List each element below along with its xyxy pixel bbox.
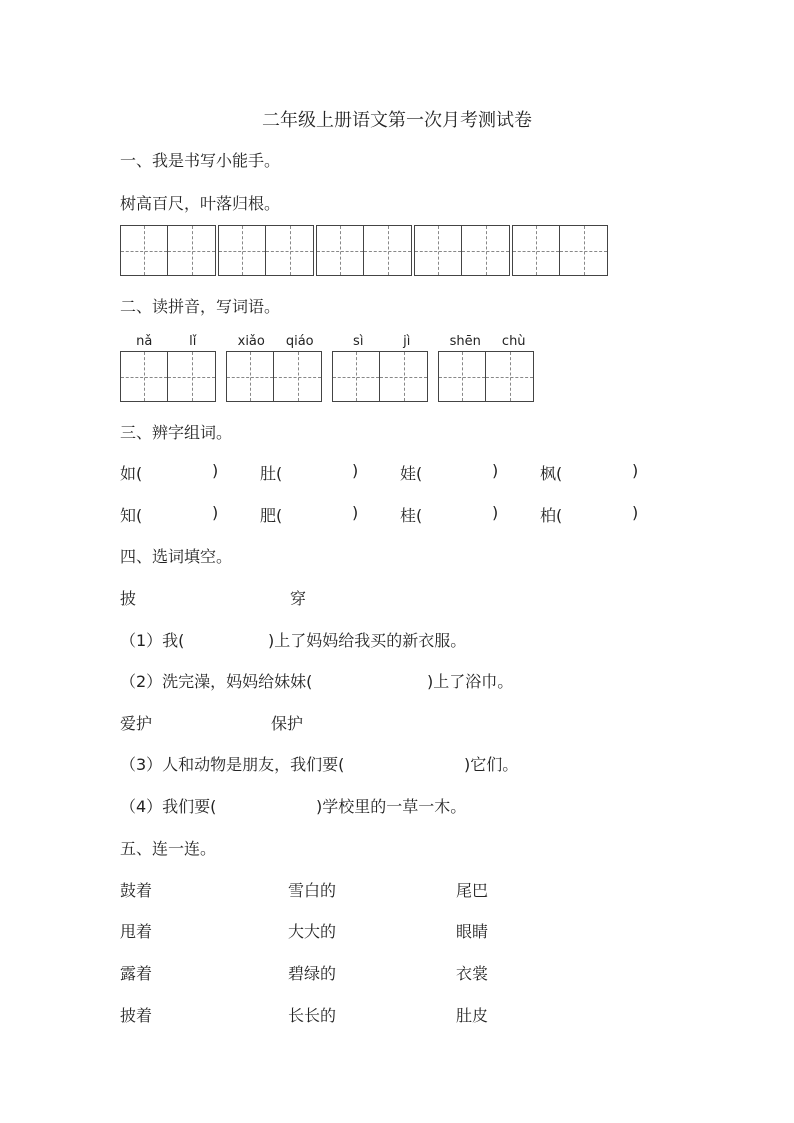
word-item: 肥( (260, 506, 283, 525)
writing-cell[interactable] (121, 226, 168, 275)
pinyin-label: shēn (449, 334, 481, 349)
pinyin-box-group (332, 351, 428, 402)
writing-cell[interactable] (317, 226, 364, 275)
question-2-start: （2）洗完澡，妈妈给妹妹( (120, 672, 313, 691)
word-item: 知( (120, 506, 143, 525)
word-item: 柏( (540, 506, 563, 525)
writing-cell[interactable] (560, 226, 607, 275)
pinyin-box-group (120, 351, 216, 402)
word-item: 枫( (540, 464, 563, 483)
pinyin-box-group (438, 351, 534, 402)
pinyin-cell[interactable] (380, 352, 427, 401)
match-noun[interactable]: 眼睛 (456, 922, 489, 941)
writing-cell[interactable] (168, 226, 215, 275)
choice-word: 穿 (290, 589, 307, 608)
writing-cell[interactable] (513, 226, 560, 275)
question-2-end: )上了浴巾。 (427, 672, 514, 691)
choice-word: 爱护 (120, 714, 153, 733)
word-item-close: ) (352, 503, 359, 522)
pinyin-cell[interactable] (168, 352, 215, 401)
match-verb[interactable]: 披着 (120, 1006, 153, 1025)
word-item-close: ) (352, 461, 359, 480)
section4-heading: 四、选词填空。 (120, 547, 233, 566)
section1-heading: 一、我是书写小能手。 (120, 151, 281, 170)
pinyin-label: chù (501, 334, 526, 349)
match-verb[interactable]: 鼓着 (120, 881, 153, 900)
writing-cell[interactable] (364, 226, 411, 275)
question-3-start: （3）人和动物是朋友，我们要( (120, 755, 345, 774)
writing-cell[interactable] (219, 226, 266, 275)
word-item-close: ) (212, 503, 219, 522)
question-1-end: )上了妈妈给我买的新衣服。 (268, 631, 467, 650)
word-item: 桂( (400, 506, 423, 525)
page-title: 二年级上册语文第一次月考测试卷 (262, 110, 532, 131)
writing-cell[interactable] (415, 226, 462, 275)
match-adjective[interactable]: 大大的 (288, 922, 337, 941)
question-4-start: （4）我们要( (120, 797, 217, 816)
question-1-start: （1）我( (120, 631, 185, 650)
match-adjective[interactable]: 碧绿的 (288, 964, 337, 983)
match-noun[interactable]: 肚皮 (456, 1006, 489, 1025)
word-item-close: ) (632, 461, 639, 480)
choice-word: 保护 (271, 714, 304, 733)
word-item: 肚( (260, 464, 283, 483)
section2-heading: 二、读拼音，写词语。 (120, 297, 281, 316)
pinyin-cell[interactable] (121, 352, 168, 401)
word-item-close: ) (632, 503, 639, 522)
pinyin-label: sì (353, 334, 364, 349)
pinyin-cell[interactable] (486, 352, 533, 401)
pinyin-grid (120, 351, 534, 402)
pinyin-box-group (226, 351, 322, 402)
writing-box-group (120, 225, 216, 276)
question-4-end: )学校里的一草一木。 (316, 797, 467, 816)
pinyin-label: jì (403, 334, 411, 349)
match-noun[interactable]: 衣裳 (456, 964, 489, 983)
section1-sentence: 树高百尺，叶落归根。 (120, 194, 281, 213)
match-adjective[interactable]: 长长的 (288, 1006, 337, 1025)
word-item-close: ) (492, 461, 499, 480)
choice-word: 披 (120, 589, 137, 608)
pinyin-cell[interactable] (274, 352, 321, 401)
pinyin-label: xiǎo (237, 334, 265, 349)
section3-heading: 三、辨字组词。 (120, 423, 233, 442)
pinyin-label: lǐ (189, 334, 197, 349)
word-item: 如( (120, 464, 143, 483)
match-verb[interactable]: 露着 (120, 964, 153, 983)
pinyin-cell[interactable] (333, 352, 380, 401)
writing-box-group (512, 225, 608, 276)
pinyin-labels (120, 334, 538, 349)
writing-grid (120, 225, 608, 276)
match-verb[interactable]: 甩着 (120, 922, 153, 941)
word-item: 娃( (400, 464, 423, 483)
pinyin-label: qiáo (285, 334, 314, 349)
word-item-close: ) (492, 503, 499, 522)
pinyin-label: nǎ (136, 334, 153, 349)
writing-cell[interactable] (462, 226, 509, 275)
word-item-close: ) (212, 461, 219, 480)
pinyin-cell[interactable] (439, 352, 486, 401)
match-adjective[interactable]: 雪白的 (288, 881, 337, 900)
writing-box-group (218, 225, 314, 276)
section5-heading: 五、连一连。 (120, 839, 217, 858)
writing-cell[interactable] (266, 226, 313, 275)
writing-box-group (414, 225, 510, 276)
pinyin-cell[interactable] (227, 352, 274, 401)
writing-box-group (316, 225, 412, 276)
match-noun[interactable]: 尾巴 (456, 881, 489, 900)
question-3-end: )它们。 (464, 755, 519, 774)
